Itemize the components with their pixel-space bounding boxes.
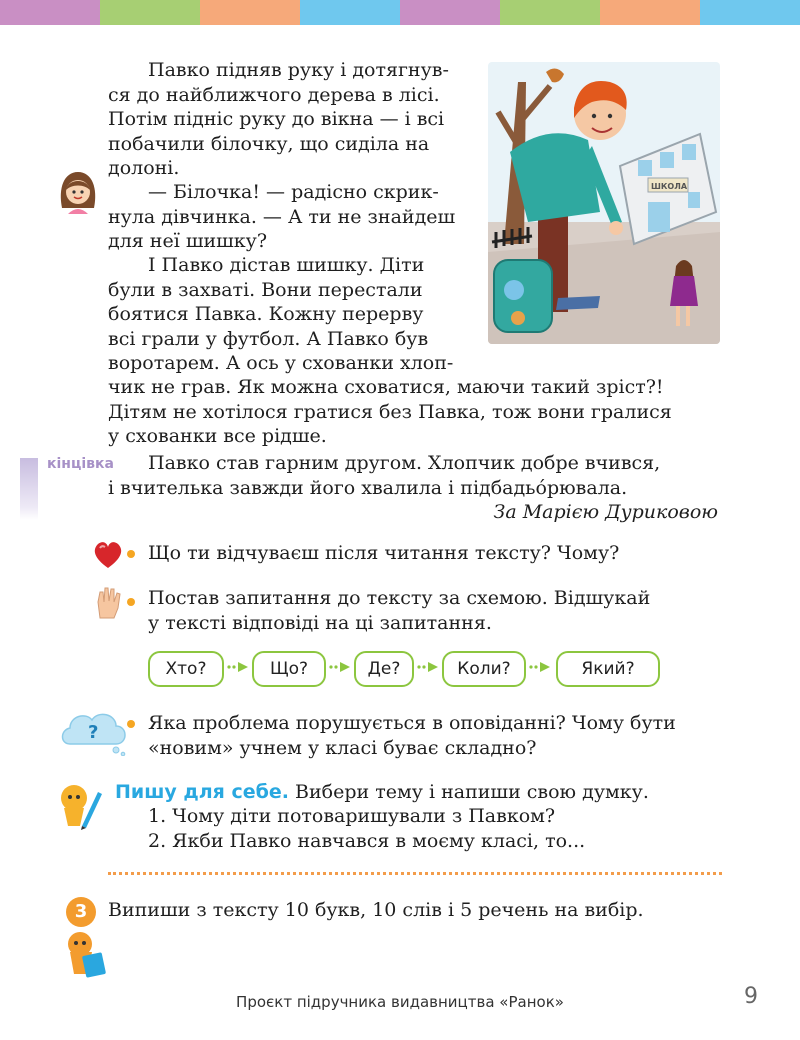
bullet-dot bbox=[127, 598, 135, 606]
stripe-segment bbox=[100, 0, 200, 25]
text-line: І Павко дістав шишку. Діти bbox=[148, 254, 425, 276]
write-task bbox=[115, 780, 722, 805]
text-line: у тексті відповіді на ці запитання. bbox=[148, 611, 492, 634]
scheme-pill-who: Хто? bbox=[148, 651, 224, 687]
story-paragraph-3 bbox=[108, 253, 470, 376]
publisher-footer: Проєкт підручника видавництва «Ранок» bbox=[236, 993, 564, 1011]
school-sign-text: ШКОЛА bbox=[651, 182, 688, 191]
ending-marker-bar bbox=[20, 458, 38, 520]
task-3-text: Випиши з тексту 10 букв, 10 слів і 5 речень на вибір. bbox=[108, 899, 644, 921]
scheme-pill-which: Який? bbox=[556, 651, 660, 687]
stripe-segment bbox=[700, 0, 800, 25]
text-line: Дітям не хотілося гратися без Павка, тож вони гралися bbox=[108, 400, 672, 423]
notebook-mascot-icon bbox=[62, 930, 108, 978]
scheme-pill-what: Що? bbox=[252, 651, 326, 687]
story-paragraph-2 bbox=[108, 180, 470, 254]
bullet-dot bbox=[127, 550, 135, 558]
text-line: чик не грав. Як можна сховатися, маючи такий зріст?! bbox=[108, 376, 664, 398]
text-line: Яка проблема порушується в оповіданні? Чому бути bbox=[148, 712, 676, 734]
text-line: всі грали у футбол. А Павко був bbox=[108, 327, 429, 350]
arrow-right-icon bbox=[416, 660, 440, 674]
text-line: Постав запитання до тексту за схемою. Відшукай bbox=[148, 587, 651, 609]
svg-text:?: ? bbox=[88, 722, 99, 743]
story-paragraph-1 bbox=[108, 58, 470, 181]
text-line: долоні. bbox=[108, 157, 180, 179]
text-line: боятися Павка. Кожну перерву bbox=[108, 303, 424, 325]
text-line: Павко став гарним другом. Хлопчик добре вчився, bbox=[148, 452, 661, 474]
pencil-mascot-icon bbox=[56, 782, 102, 830]
stripe-segment bbox=[400, 0, 500, 25]
question-1: Що ти відчуваєш після читання тексту? Чому? bbox=[148, 542, 620, 564]
stripe-segment bbox=[300, 0, 400, 25]
ending-label: кінцівка bbox=[47, 456, 114, 472]
heart-icon bbox=[92, 540, 124, 570]
list-item: 1. Чому діти потоваришували з Павком? bbox=[148, 805, 556, 827]
list-item: 2. Якби Павко навчався в моєму класі, то... bbox=[148, 829, 586, 852]
text-line: воротарем. А ось у схованки хлоп- bbox=[108, 352, 454, 374]
page-number: 9 bbox=[744, 984, 758, 1009]
question-scheme bbox=[148, 651, 660, 687]
text-line: ся до найближчого дерева в лісі. bbox=[108, 83, 440, 106]
story-illustration bbox=[488, 62, 720, 344]
text-line: «новим» учнем у класі буває складно? bbox=[148, 736, 537, 759]
stripe-segment bbox=[600, 0, 700, 25]
question-3 bbox=[148, 711, 722, 760]
stripe-segment bbox=[500, 0, 600, 25]
raised-hand-icon bbox=[92, 586, 126, 620]
scheme-pill-when: Коли? bbox=[442, 651, 526, 687]
bullet-dot bbox=[127, 720, 135, 728]
write-items bbox=[148, 804, 722, 853]
text-line: — Білочка! — радісно скрик- bbox=[148, 181, 439, 203]
text-line: були в захваті. Вони перестали bbox=[108, 278, 423, 301]
scheme-pill-where: Де? bbox=[354, 651, 414, 687]
author-attribution: За Марією Дуриковою bbox=[493, 501, 718, 523]
text-line: Потім підніс руку до вікна — і всі bbox=[108, 108, 445, 130]
backpack bbox=[494, 260, 552, 332]
task-number-badge: 3 bbox=[66, 897, 96, 927]
question-2 bbox=[148, 586, 722, 635]
arrow-right-icon bbox=[328, 660, 352, 674]
story-paragraph-4 bbox=[108, 451, 722, 500]
text-line: і вчителька завжди його хвалила і підбадьо́рювала. bbox=[108, 476, 628, 499]
stripe-segment bbox=[0, 0, 100, 25]
text-line: побачили білочку, що сиділа на bbox=[108, 132, 430, 155]
text-line: Павко підняв руку і дотягнув- bbox=[148, 59, 449, 81]
write-text: Вибери тему і напиши свою думку. bbox=[295, 781, 649, 803]
girl-character-icon bbox=[54, 168, 102, 216]
text-line: нула дівчинка. — А ти не знайдеш bbox=[108, 205, 456, 228]
stripe-segment bbox=[200, 0, 300, 25]
top-color-stripe bbox=[0, 0, 800, 25]
question-cloud-icon bbox=[58, 708, 130, 756]
dotted-divider bbox=[108, 872, 722, 875]
write-heading: Пишу для себе. bbox=[115, 781, 289, 803]
text-line: для неї шишку? bbox=[108, 230, 268, 252]
arrow-right-icon bbox=[226, 660, 250, 674]
arrow-right-icon bbox=[528, 660, 552, 674]
story-paragraph-3-continued bbox=[108, 375, 722, 449]
text-line: у схованки все рідше. bbox=[108, 425, 327, 447]
